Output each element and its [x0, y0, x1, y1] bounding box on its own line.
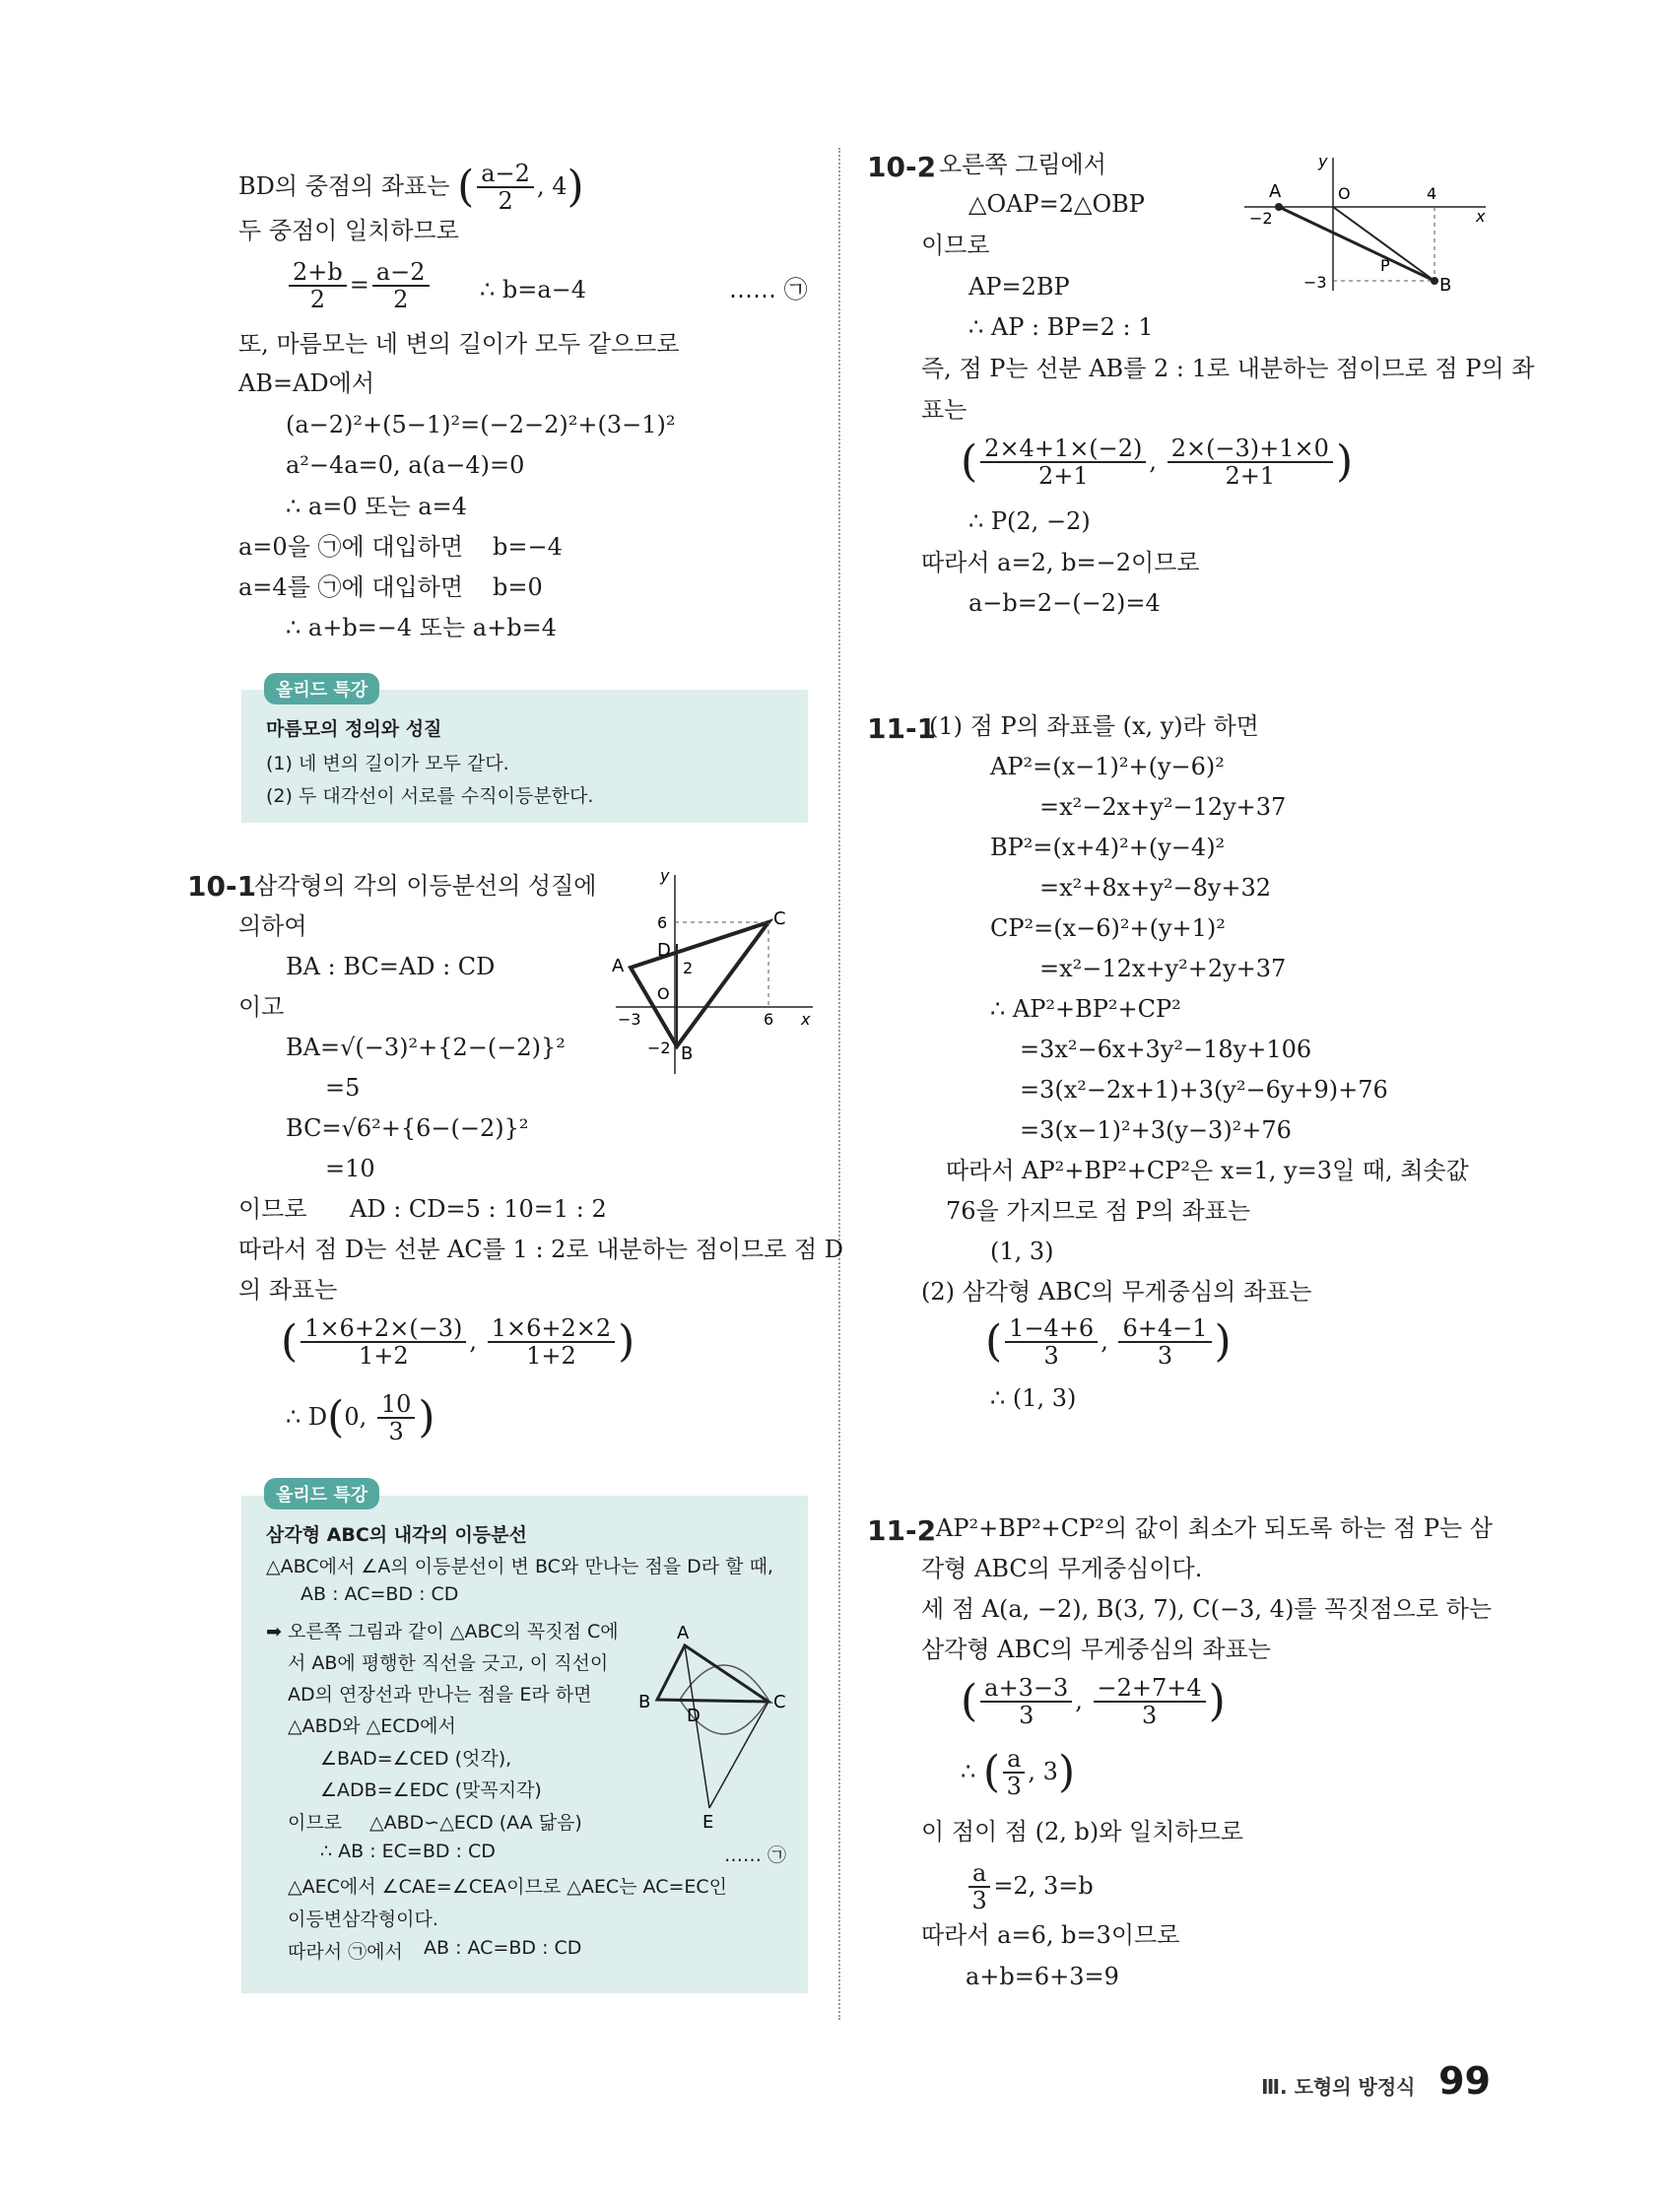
tip-title: 삼각형 ABC의 내각의 이등분선 [266, 1524, 527, 1546]
text-line: AP=2BP [968, 273, 1070, 301]
text-line: (1) 점 P의 좌표를 (x, y)라 하면 [929, 712, 1259, 740]
text-line: BD의 중점의 좌표는 ( $\frac{a-2}{2}$ , 4) [238, 160, 584, 216]
page-footer [1261, 2059, 1491, 2103]
text-line: 76을 가지므로 점 P의 좌표는 [946, 1197, 1251, 1225]
page-number: 99 [1438, 2059, 1491, 2103]
text-line: 삼각형의 각의 이등분선의 성질에 [254, 872, 597, 900]
text-line: =x²+8x+y²−8y+32 [1039, 874, 1272, 902]
equation: $\frac{2+b}{2}$ = $\frac{a-2}{2}$ [286, 259, 433, 313]
text-line: ∴ P(2, −2) [968, 507, 1091, 535]
text-line: (1, 3) [990, 1238, 1054, 1265]
text-line: a=4를 ㉠에 대입하면 [238, 573, 464, 601]
text-line: a=0을 ㉠에 대입하면 [238, 533, 464, 561]
text-line: =x²−12x+y²+2y+37 [1039, 955, 1287, 982]
text-line: ∴ b=a−4 [480, 276, 587, 303]
text-line: BC=√6²+{6−(−2)}² [286, 1114, 529, 1142]
fig-label: A [612, 956, 625, 976]
text-line: a−b=2−(−2)=4 [968, 589, 1161, 617]
text-line: 즉, 점 P는 선분 AB를 2 : 1로 내분하는 점이므로 점 P의 좌 [921, 355, 1535, 382]
marker: …… ㉠ [729, 276, 808, 303]
equation: ∴ ( $\frac{a}{3}$ , 3) [961, 1745, 1076, 1801]
tip-line: 이등변삼각형이다. [288, 1909, 438, 1930]
tip-line: AB : AC=BD : CD [424, 1937, 582, 1959]
fig-label: C [773, 1692, 786, 1712]
text-line: ∴ a=0 또는 a=4 [286, 493, 467, 520]
tip-title: 마름모의 정의와 성질 [266, 718, 442, 740]
text-line: 의 좌표는 [238, 1276, 338, 1304]
tip-label: 올리드 특강 [264, 673, 379, 704]
fig-label: 6 [764, 1010, 774, 1029]
text-line: =3(x−1)²+3(y−3)²+76 [1020, 1116, 1292, 1144]
text-line: =5 [325, 1074, 361, 1102]
fig-label: E [702, 1812, 714, 1833]
fig-label: −3 [618, 1010, 641, 1029]
text-line: =x²−2x+y²−12y+37 [1039, 793, 1287, 821]
problem-number: 10-1 [187, 870, 257, 903]
equation: ( $\frac{a+3-3}{3}$ , $\frac{-2+7+4}{3}$ ) [961, 1674, 1226, 1730]
fig-label: x [801, 1010, 811, 1029]
fig-label: D [687, 1706, 701, 1726]
text-line: BP²=(x+4)²+(y−4)² [990, 834, 1226, 861]
text-line: b=−4 [493, 533, 563, 561]
tip-line: AB : AC=BD : CD [300, 1583, 459, 1605]
text-line: 표는 [921, 396, 967, 424]
fig-label: −2 [647, 1039, 671, 1057]
figure-10-1 [606, 867, 818, 1084]
fig-label: B [1439, 275, 1452, 296]
text-line: 각형 ABC의 무게중심이다. [921, 1555, 1203, 1582]
fig-label: y [1318, 153, 1328, 170]
text-line: (2) 삼각형 ABC의 무게중심의 좌표는 [921, 1278, 1312, 1306]
tip-line: ➡ 오른쪽 그림과 같이 △ABC의 꼭짓점 C에 [266, 1621, 619, 1642]
text-line: AB=AD에서 [238, 369, 375, 397]
fig-label: y [660, 867, 670, 885]
text-line: a²−4a=0, a(a−4)=0 [286, 451, 525, 479]
text-line: BA=√(−3)²+{2−(−2)}² [286, 1034, 566, 1061]
text-line: 의하여 [238, 912, 307, 940]
text-line: =10 [325, 1155, 375, 1182]
text-line: ∴ a+b=−4 또는 a+b=4 [286, 614, 557, 641]
fig-label: C [773, 908, 786, 929]
tip-line: ∠BAD=∠CED (엇각), [320, 1748, 512, 1770]
tip-line: ∴ AB : EC=BD : CD [320, 1841, 496, 1862]
column-divider [838, 148, 840, 2020]
tip-line: 이므로 [288, 1812, 343, 1834]
text-line: 따라서 점 D는 선분 AC를 1 : 2로 내분하는 점이므로 점 D [238, 1236, 844, 1263]
text-line: 따라서 a=6, b=3이므로 [921, 1921, 1180, 1949]
tip-line: △ABD와 △ECD에서 [288, 1715, 456, 1737]
fig-label: 4 [1427, 184, 1437, 203]
text-line: ∴ (1, 3) [990, 1384, 1077, 1412]
equation: ∴ D(0, $\frac{10}{3}$ ) [286, 1390, 435, 1446]
tip-line: …… ㉠ [724, 1844, 787, 1866]
chapter-title: Ⅲ. 도형의 방정식 [1261, 2075, 1416, 2099]
equation: $\frac{a}{3}$ =2, 3=b [966, 1860, 1094, 1914]
text-line: 이고 [238, 993, 285, 1021]
text-line: 또, 마름모는 네 변의 길이가 모두 같으므로 [238, 330, 680, 358]
fig-label: x [1476, 207, 1486, 226]
text-line: 따라서 AP²+BP²+CP²은 x=1, y=3일 때, 최솟값 [946, 1157, 1469, 1184]
figure-tip2 [635, 1621, 803, 1833]
problem-number: 11-1 [867, 712, 937, 745]
fig-label: −3 [1303, 273, 1327, 292]
equation: ( $\frac{1-4+6}{3}$ , $\frac{6+4-1}{3}$ ) [985, 1314, 1232, 1371]
text-line: 이 점이 점 (2, b)와 일치하므로 [921, 1818, 1243, 1845]
fig-label: P [1380, 256, 1390, 275]
tip-line: ∠ADB=∠EDC (맞꼭지각) [320, 1779, 542, 1801]
text-line: (a−2)²+(5−1)²=(−2−2)²+(3−1)² [286, 411, 676, 438]
fig-label: B [638, 1692, 651, 1712]
tip-line: △AEC에서 ∠CAE=∠CEA이므로 △AEC는 AC=EC인 [288, 1876, 728, 1898]
text-line: =3x²−6x+3y²−18y+106 [1020, 1036, 1312, 1063]
tip-line: (1) 네 변의 길이가 모두 같다. [266, 753, 509, 774]
fig-label: O [657, 984, 670, 1003]
text-line: 따라서 a=2, b=−2이므로 [921, 549, 1200, 576]
equation: ( $\frac{1\times 6+2\times(-3)}{1+2}$ , $\frac{1\times 6+2\times 2}{1+2}$ ) [281, 1314, 635, 1371]
tip-line: 서 AB에 평행한 직선을 긋고, 이 직선이 [288, 1652, 609, 1674]
tip-line: (2) 두 대각선이 서로를 수직이등분한다. [266, 785, 594, 807]
text-line: CP²=(x−6)²+(y+1)² [990, 914, 1226, 942]
problem-number: 10-2 [867, 151, 937, 183]
tip-line: △ABD∽△ECD (AA 닮음) [369, 1812, 582, 1834]
fig-label: A [677, 1623, 690, 1643]
tip-label: 올리드 특강 [264, 1478, 379, 1509]
fig-label: D [657, 940, 671, 961]
text-line: a+b=6+3=9 [966, 1963, 1119, 1990]
text-line: 이므로 [921, 232, 990, 259]
text-line: 두 중점이 일치하므로 [238, 217, 459, 244]
text-line: AD : CD=5 : 10=1 : 2 [350, 1195, 607, 1223]
text-line: △OAP=2△OBP [968, 190, 1145, 218]
fig-label: 2 [683, 959, 694, 977]
fig-label: A [1269, 181, 1282, 202]
fig-label: 6 [657, 913, 668, 932]
text-line: ∴ AP : BP=2 : 1 [968, 313, 1154, 341]
tip-line: △ABC에서 ∠A의 이등분선이 변 BC와 만나는 점을 D라 할 때, [266, 1556, 773, 1577]
text-line: 세 점 A(a, −2), B(3, 7), C(−3, 4)를 꼭짓점으로 하는 [921, 1595, 1493, 1623]
fig-label: B [681, 1043, 694, 1064]
text-line: 이므로 [238, 1195, 307, 1223]
text-line: 삼각형 ABC의 무게중심의 좌표는 [921, 1636, 1271, 1663]
fig-label: −2 [1249, 209, 1273, 228]
problem-number: 11-2 [867, 1514, 937, 1547]
text-line: =3(x²−2x+1)+3(y²−6y+9)+76 [1020, 1076, 1388, 1104]
figure-10-2 [1239, 153, 1496, 301]
text-line: 오른쪽 그림에서 [939, 151, 1106, 178]
text-line: ∴ AP²+BP²+CP² [990, 995, 1181, 1023]
tip-line: 따라서 ㉠에서 [288, 1941, 403, 1963]
text-line: AP²+BP²+CP²의 값이 최소가 되도록 하는 점 P는 삼 [936, 1514, 1493, 1542]
fig-label: O [1338, 184, 1351, 203]
tip-line: AD의 연장선과 만나는 점을 E라 하면 [288, 1684, 592, 1706]
equation: ( $\frac{2\times 4+1\times(-2)}{2+1}$ , $\frac{2\times(-3)+1\times 0}{2+1}$ ) [961, 435, 1354, 491]
text-line: BA : BC=AD : CD [286, 953, 496, 980]
text-line: AP²=(x−1)²+(y−6)² [990, 753, 1225, 780]
text-line: b=0 [493, 573, 543, 601]
